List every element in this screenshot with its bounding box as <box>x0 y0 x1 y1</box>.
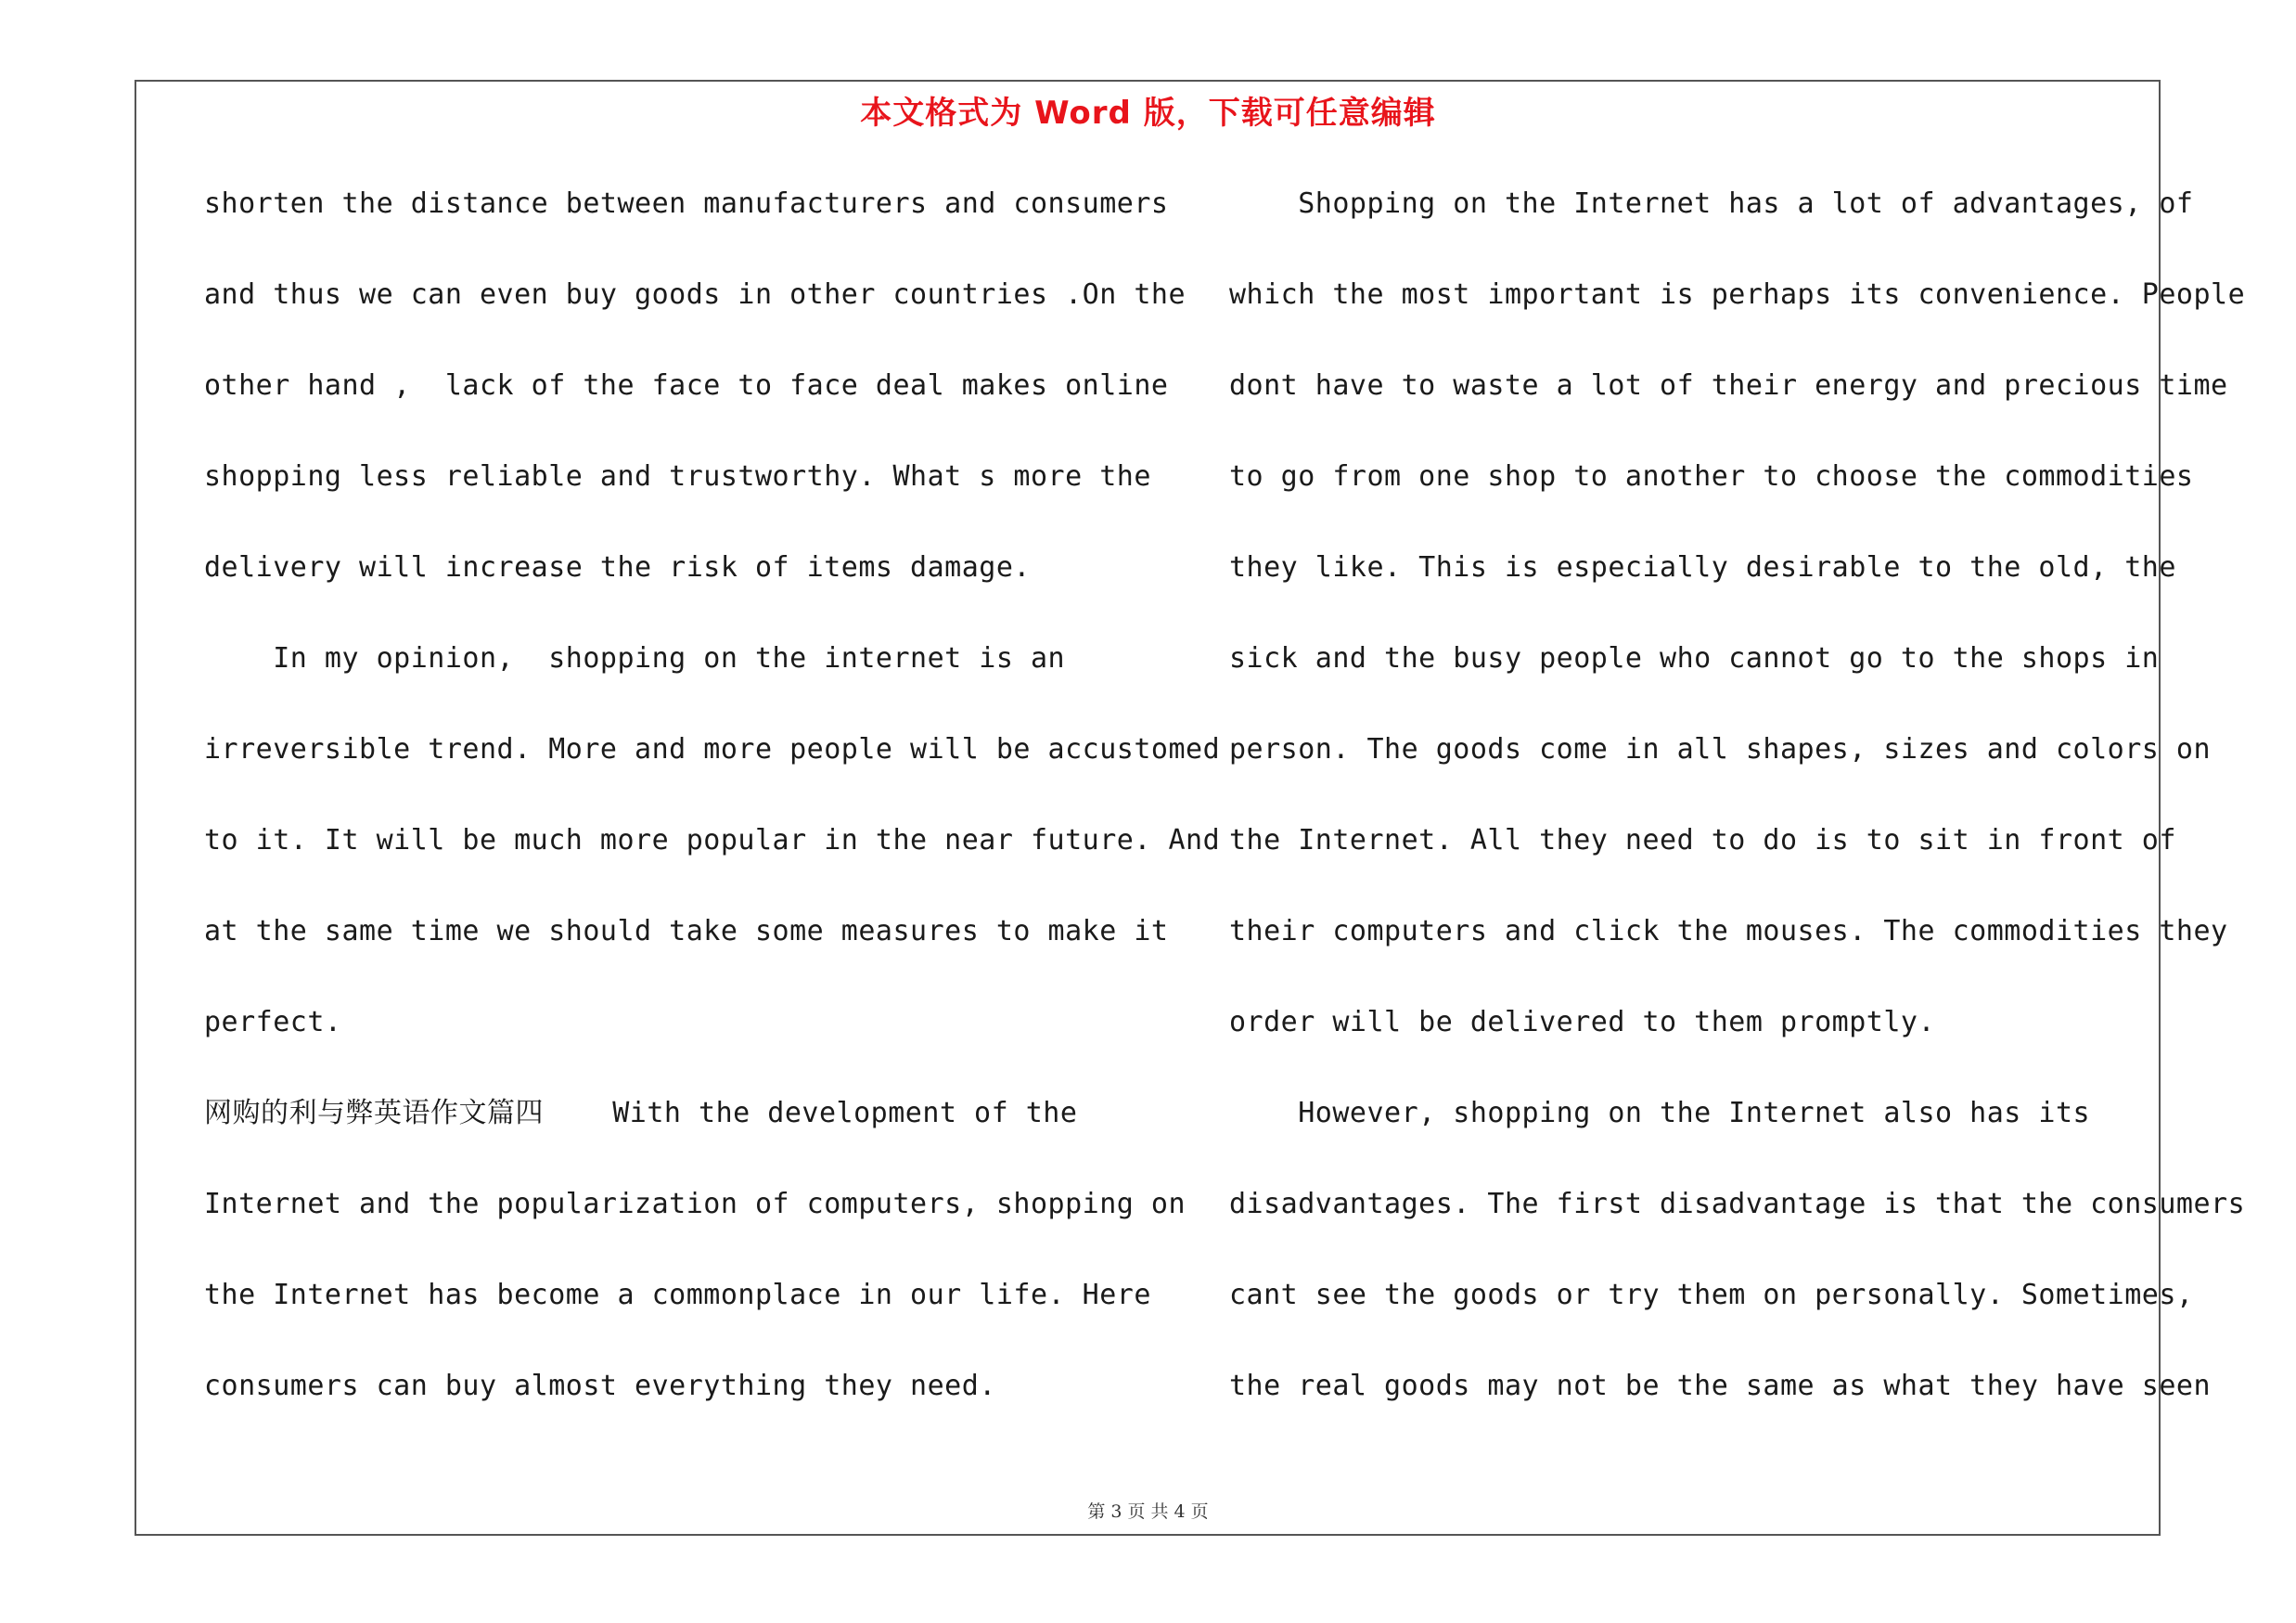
text-line: and thus we can even buy goods in other countries .On the <box>204 278 1186 311</box>
text-line: they like. This is especially desirable to the old, the <box>1229 551 2176 584</box>
text-line: cant see the goods or try them on personally. Sometimes, <box>1229 1279 2194 1311</box>
text-line: the real goods may not be the same as what they have seen <box>1229 1370 2212 1402</box>
text-line: at the same time we should take some measures to make it <box>204 915 1169 947</box>
text-line: dont have to waste a lot of their energy and precious time <box>1229 369 2228 402</box>
text-line: irreversible trend. More and more people will be accustomed <box>204 733 1221 766</box>
text-line: to it. It will be much more popular in the near future. And <box>204 824 1221 857</box>
text-line: shopping less reliable and trustworthy. What s more the <box>204 460 1151 493</box>
text-line: the Internet. All they need to do is to sit in front of <box>1229 824 2176 857</box>
text-line: their computers and click the mouses. The commodities they <box>1229 915 2228 947</box>
text-line: the Internet has become a commonplace in our life. Here <box>204 1279 1151 1311</box>
text-line: consumers can buy almost everything they need. <box>204 1370 996 1402</box>
page-number-footer: 第 3 页 共 4 页 <box>1087 1501 1209 1522</box>
editable-notice-banner: 本文格式为 Word 版，下载可任意编辑 <box>860 95 1436 132</box>
text-line: other hand , lack of the face to face deal makes online <box>204 369 1169 402</box>
text-line: delivery will increase the risk of items damage. <box>204 551 1031 584</box>
text-line: shorten the distance between manufacturers and consumers <box>204 187 1169 220</box>
text-line: perfect. <box>204 1006 342 1038</box>
text-line: However, shopping on the Internet also has its <box>1229 1097 2091 1129</box>
text-line: disadvantages. The first disadvantage is that the consumers <box>1229 1188 2246 1220</box>
text-line: person. The goods come in all shapes, sizes and colors on <box>1229 733 2212 766</box>
text-line: Shopping on the Internet has a lot of advantages, of <box>1229 187 2194 220</box>
text-line: to go from one shop to another to choose the commodities <box>1229 460 2194 493</box>
text-line: sick and the busy people who cannot go to the shops in <box>1229 642 2160 675</box>
text-line: order will be delivered to them promptly. <box>1229 1006 1936 1038</box>
text-line: which the most important is perhaps its convenience. People <box>1229 278 2246 311</box>
text-line: In my opinion, shopping on the internet is an <box>204 642 1066 675</box>
text-line: 网购的利与弊英语作文篇四 With the development of the <box>204 1097 1078 1129</box>
text-line: Internet and the popularization of computers, shopping on <box>204 1188 1186 1220</box>
